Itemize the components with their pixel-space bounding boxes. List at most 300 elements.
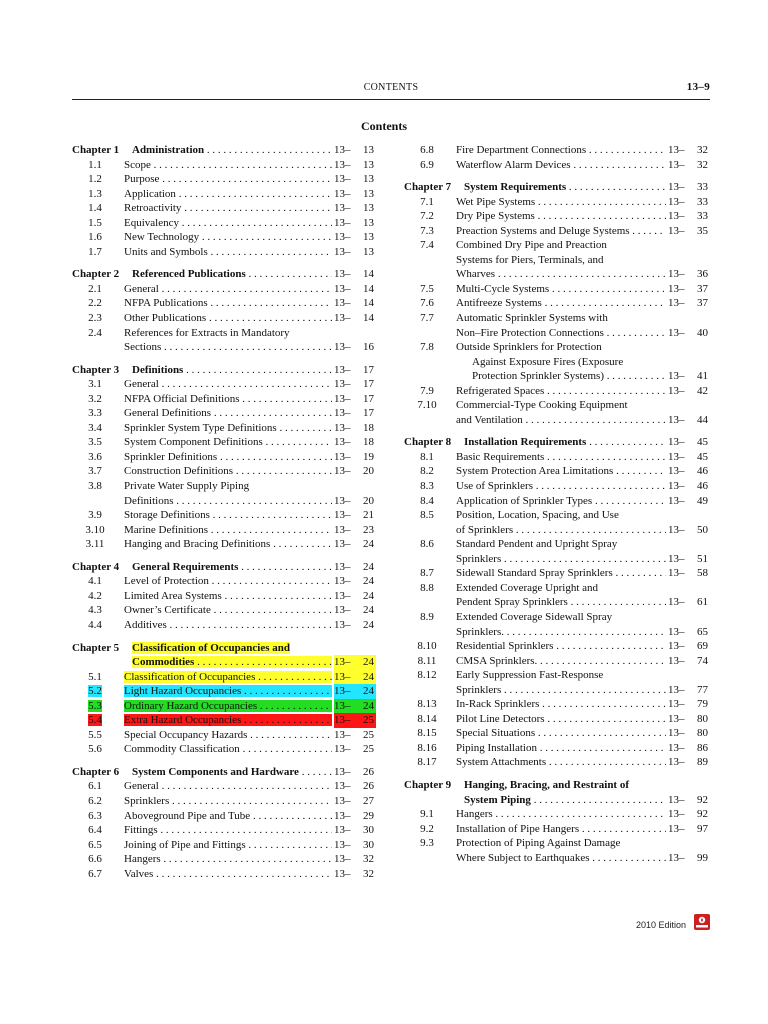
- toc-page-prefix: 13–: [334, 743, 351, 756]
- toc-title-wrap: [124, 421, 332, 436]
- toc-page-number: 24: [363, 699, 374, 712]
- toc-page-ref: [668, 654, 710, 669]
- toc-number: 7.1: [420, 195, 434, 208]
- toc-title-wrap: [124, 464, 332, 479]
- toc-entry[interactable]: [72, 377, 376, 392]
- toc-entry[interactable]: [72, 435, 376, 450]
- toc-title-wrap: [124, 618, 332, 633]
- toc-entry[interactable]: [404, 807, 710, 822]
- toc-page-number: 33: [697, 181, 708, 194]
- toc-entry[interactable]: [72, 363, 376, 378]
- toc-page-ref: [668, 209, 710, 224]
- toc-title-wrap: [124, 603, 332, 618]
- toc-title: Extended Coverage Sidewall Spray: [456, 610, 613, 623]
- leader-dots: [161, 341, 332, 353]
- toc-entry[interactable]: [404, 238, 710, 253]
- toc-number: 7.7: [420, 312, 434, 325]
- leader-dots: [238, 561, 332, 573]
- toc-entry[interactable]: [404, 668, 710, 683]
- toc-page-prefix: 13–: [334, 656, 351, 669]
- toc-number: 2.1: [88, 282, 102, 295]
- toc-title-wrap: [464, 435, 666, 450]
- toc-title-wrap: [124, 838, 332, 853]
- toc-page-prefix: 13–: [668, 741, 685, 754]
- toc-page-prefix: 13–: [334, 216, 351, 229]
- toc-page-ref: [334, 245, 376, 260]
- toc-title: System Component Definitions: [124, 436, 263, 449]
- toc-number: 3.3: [88, 407, 102, 420]
- toc-page-number: 13: [363, 231, 374, 244]
- toc-page-prefix: 13–: [668, 181, 685, 194]
- toc-page-prefix: 13–: [334, 436, 351, 449]
- toc-entry[interactable]: [404, 296, 710, 311]
- toc-entry[interactable]: [72, 742, 376, 757]
- toc-page-number: 89: [697, 756, 708, 769]
- toc-entry[interactable]: [404, 326, 710, 341]
- toc-title: Classification of Occupancies: [124, 670, 256, 683]
- toc-number: 9.1: [420, 808, 434, 821]
- toc-page-ref: [334, 296, 376, 311]
- toc-number: 3.2: [88, 392, 102, 405]
- toc-entry[interactable]: [72, 537, 376, 552]
- toc-entry[interactable]: [404, 755, 710, 770]
- toc-number: 8.14: [417, 712, 437, 725]
- toc-number: 6.7: [88, 867, 102, 880]
- toc-entry[interactable]: [72, 684, 376, 699]
- toc-entry[interactable]: [72, 699, 376, 714]
- toc-page-prefix: 13–: [668, 268, 685, 281]
- toc-page-number: 32: [363, 853, 374, 866]
- toc-entry[interactable]: [404, 195, 710, 210]
- toc-number: 2.3: [88, 312, 102, 325]
- leader-dots: [571, 159, 666, 171]
- toc-title: Special Situations: [456, 727, 536, 740]
- toc-page-number: 50: [697, 523, 708, 536]
- toc-title: System Attachments: [456, 756, 547, 769]
- toc-entry[interactable]: [72, 867, 376, 882]
- toc-entry[interactable]: [404, 369, 710, 384]
- toc-entry[interactable]: [72, 603, 376, 618]
- toc-title: Refrigerated Spaces: [456, 384, 545, 397]
- toc-title-wrap: [456, 340, 666, 355]
- toc-page-number: 13: [363, 202, 374, 215]
- toc-entry[interactable]: [72, 172, 376, 187]
- leader-dots: [211, 407, 332, 419]
- toc-page-number: 17: [363, 363, 374, 376]
- toc-entry[interactable]: [72, 641, 376, 656]
- toc-page-prefix: 13–: [334, 794, 351, 807]
- toc-entry[interactable]: [404, 384, 710, 399]
- toc-title-wrap: [124, 230, 332, 245]
- toc-number: Chapter 7: [404, 181, 452, 194]
- toc-entry[interactable]: [72, 779, 376, 794]
- toc-page-number: 25: [363, 743, 374, 756]
- toc-entry[interactable]: [404, 479, 710, 494]
- toc-page-number: 13: [363, 216, 374, 229]
- toc-entry[interactable]: [72, 794, 376, 809]
- toc-title: Definitions: [124, 494, 174, 507]
- toc-page-ref: [668, 296, 710, 311]
- toc-page-number: 24: [363, 560, 374, 573]
- toc-title-wrap: [456, 726, 666, 741]
- toc-page-ref: [334, 282, 376, 297]
- toc-page-ref: [334, 794, 376, 809]
- toc-entry[interactable]: [404, 413, 710, 428]
- toc-page-prefix: 13–: [334, 853, 351, 866]
- toc-gap: [72, 757, 376, 765]
- toc-page-prefix: 13–: [668, 370, 685, 383]
- toc-entry[interactable]: [72, 450, 376, 465]
- toc-entry[interactable]: [72, 392, 376, 407]
- toc-page-number: 69: [697, 640, 708, 653]
- toc-entry[interactable]: [404, 494, 710, 509]
- leader-dots: [586, 436, 666, 448]
- leader-dots: [531, 794, 666, 806]
- leader-dots: [270, 538, 332, 550]
- toc-entry[interactable]: [72, 618, 376, 633]
- leader-dots: [167, 619, 332, 631]
- toc-entry[interactable]: [404, 464, 710, 479]
- toc-page-ref: [334, 143, 376, 158]
- toc-title: Outside Sprinklers for Protection: [456, 341, 602, 354]
- toc-number: 5.1: [88, 670, 102, 683]
- leader-dots: [211, 604, 332, 616]
- leader-dots: [513, 524, 666, 536]
- toc-title-wrap: [456, 158, 666, 173]
- toc-entry[interactable]: [404, 253, 710, 268]
- toc-entry[interactable]: [72, 670, 376, 685]
- toc-number: Chapter 9: [404, 778, 452, 791]
- toc-entry[interactable]: [72, 216, 376, 231]
- toc-page-ref: [668, 552, 710, 567]
- toc-entry[interactable]: [72, 494, 376, 509]
- toc-title-wrap: [124, 794, 332, 809]
- toc-title: Systems for Piers, Terminals, and: [456, 253, 604, 266]
- toc-page-ref: [334, 574, 376, 589]
- toc-title-wrap: [132, 655, 332, 670]
- toc-title-wrap: [456, 253, 666, 268]
- toc-gap: [72, 259, 376, 267]
- leader-dots: [566, 181, 666, 193]
- toc-entry[interactable]: [404, 654, 710, 669]
- toc-page-prefix: 13–: [334, 509, 351, 522]
- toc-title-wrap: [472, 355, 666, 370]
- toc-entry[interactable]: [404, 282, 710, 297]
- toc-page-prefix: 13–: [334, 378, 351, 391]
- toc-number: 8.2: [420, 465, 434, 478]
- toc-title-wrap: [456, 238, 666, 253]
- toc-entry[interactable]: [72, 838, 376, 853]
- toc-entry[interactable]: [72, 311, 376, 326]
- toc-page-ref: [668, 384, 710, 399]
- toc-title: System Piping: [464, 793, 531, 806]
- toc-page-number: 37: [697, 297, 708, 310]
- toc-page-prefix: 13–: [334, 618, 351, 631]
- toc-page-prefix: 13–: [668, 654, 685, 667]
- toc-entry[interactable]: [404, 267, 710, 282]
- toc-entry[interactable]: [404, 508, 710, 523]
- leader-dots: [501, 684, 666, 696]
- toc-entry[interactable]: [72, 823, 376, 838]
- toc-title-wrap: [464, 778, 666, 793]
- toc-entry[interactable]: [72, 765, 376, 780]
- toc-number: 4.1: [88, 575, 102, 588]
- toc-page-number: 23: [363, 523, 374, 536]
- toc-page-number: 20: [363, 494, 374, 507]
- toc-title-wrap: [124, 479, 332, 494]
- toc-page-ref: [334, 852, 376, 867]
- toc-entry[interactable]: [404, 726, 710, 741]
- toc-page-number: 35: [697, 224, 708, 237]
- leader-dots: [604, 327, 666, 339]
- toc-entry[interactable]: [72, 852, 376, 867]
- toc-column-left: [72, 143, 376, 881]
- leader-dots: [546, 756, 666, 768]
- toc-page-ref: [668, 523, 710, 538]
- toc-page-number: 17: [363, 378, 374, 391]
- toc-page-prefix: 13–: [334, 824, 351, 837]
- toc-title-wrap: [124, 779, 332, 794]
- toc-entry[interactable]: [404, 398, 710, 413]
- toc-page-ref: [334, 838, 376, 853]
- toc-entry[interactable]: [72, 655, 376, 670]
- toc-entry[interactable]: [404, 625, 710, 640]
- toc-title-wrap: [124, 406, 332, 421]
- toc-title: Sidewall Standard Spray Sprinklers: [456, 567, 613, 580]
- toc-page-prefix: 13–: [334, 202, 351, 215]
- toc-entry[interactable]: [72, 267, 376, 282]
- toc-title-wrap: [456, 836, 666, 851]
- toc-entry[interactable]: [404, 450, 710, 465]
- toc-page-number: 24: [363, 575, 374, 588]
- toc-entry[interactable]: [404, 851, 710, 866]
- toc-entry[interactable]: [72, 296, 376, 311]
- toc-number: 8.6: [420, 538, 434, 551]
- toc-entry[interactable]: [72, 809, 376, 824]
- toc-entry[interactable]: [404, 683, 710, 698]
- toc-title-wrap: [124, 158, 332, 173]
- toc-entry[interactable]: [404, 552, 710, 567]
- toc-page-prefix: 13–: [334, 231, 351, 244]
- toc-number: 8.3: [420, 480, 434, 493]
- toc-entry[interactable]: [404, 340, 710, 355]
- toc-page-ref: [668, 793, 710, 808]
- toc-entry[interactable]: [72, 479, 376, 494]
- toc-page-number: 45: [697, 436, 708, 449]
- toc-page-number: 46: [697, 465, 708, 478]
- leader-dots: [161, 853, 332, 865]
- toc-page-number: 24: [363, 604, 374, 617]
- toc-number: 1.7: [88, 245, 102, 258]
- toc-entry[interactable]: [404, 566, 710, 581]
- toc-page-prefix: 13–: [668, 494, 685, 507]
- leader-dots: [208, 297, 332, 309]
- toc-title: Joining of Pipe and Fittings: [124, 838, 246, 851]
- toc-entry[interactable]: [404, 180, 710, 195]
- toc-number: 5.5: [88, 728, 102, 741]
- toc-number: 8.11: [417, 654, 437, 667]
- toc-entry[interactable]: [72, 326, 376, 341]
- toc-page-prefix: 13–: [334, 589, 351, 602]
- toc-entry[interactable]: [404, 836, 710, 851]
- toc-title-wrap: [456, 494, 666, 509]
- toc-page-ref: [334, 311, 376, 326]
- toc-number: 3.6: [88, 450, 102, 463]
- toc-number: 9.2: [420, 822, 434, 835]
- toc-entry[interactable]: [72, 340, 376, 355]
- toc-page-prefix: 13–: [668, 683, 685, 696]
- toc-entry[interactable]: [72, 201, 376, 216]
- toc-page-ref: [334, 867, 376, 882]
- toc-page-ref: [668, 755, 710, 770]
- toc-title: Units and Symbols: [124, 245, 208, 258]
- toc-entry[interactable]: [404, 712, 710, 727]
- toc-entry[interactable]: [404, 224, 710, 239]
- toc-page-prefix: 13–: [334, 728, 351, 741]
- toc-entry[interactable]: [404, 537, 710, 552]
- toc-title-wrap: [124, 537, 332, 552]
- toc-number: 6.1: [88, 780, 102, 793]
- toc-title: Application of Sprinkler Types: [456, 494, 593, 507]
- toc-entry[interactable]: [404, 697, 710, 712]
- toc-number: 3.11: [85, 538, 105, 551]
- toc-entry[interactable]: [72, 713, 376, 728]
- toc-page-number: 24: [363, 670, 374, 683]
- toc-gap: [404, 172, 710, 180]
- toc-page-number: 24: [363, 538, 374, 551]
- toc-number: 8.15: [417, 727, 437, 740]
- leader-dots: [545, 713, 666, 725]
- toc-entry[interactable]: [404, 355, 710, 370]
- toc-title-wrap: [472, 369, 666, 384]
- toc-page-prefix: 13–: [668, 158, 685, 171]
- toc-entry[interactable]: [404, 639, 710, 654]
- toc-number: 3.9: [88, 509, 102, 522]
- toc-page-ref: [334, 216, 376, 231]
- toc-title: Sprinklers: [456, 683, 502, 696]
- toc-entry[interactable]: [404, 523, 710, 538]
- toc-title-wrap: [456, 413, 666, 428]
- toc-title-wrap: [456, 296, 666, 311]
- toc-page-ref: [334, 589, 376, 604]
- toc-entry[interactable]: [404, 311, 710, 326]
- leader-dots: [542, 297, 666, 309]
- toc-title-wrap: [132, 143, 332, 158]
- toc-number: [72, 699, 118, 714]
- toc-entry[interactable]: [72, 589, 376, 604]
- toc-number: 8.12: [417, 669, 437, 682]
- toc-page-prefix: 13–: [668, 698, 685, 711]
- toc-page-prefix: 13–: [334, 494, 351, 507]
- toc-entry[interactable]: [72, 523, 376, 538]
- toc-title-wrap: [132, 267, 332, 282]
- toc-title: System Requirements: [464, 181, 567, 194]
- toc-page-number: 32: [363, 867, 374, 880]
- toc-entry[interactable]: [404, 581, 710, 596]
- toc-entry[interactable]: [72, 574, 376, 589]
- toc-page-prefix: 13–: [668, 712, 685, 725]
- toc-entry[interactable]: [404, 778, 710, 793]
- toc-entry[interactable]: [404, 158, 710, 173]
- toc-entry[interactable]: [404, 209, 710, 224]
- toc-entry[interactable]: [72, 245, 376, 260]
- toc-title: Standard Pendent and Upright Spray: [456, 538, 618, 551]
- toc-entry[interactable]: [72, 282, 376, 297]
- toc-title: Pendent Spray Sprinklers: [456, 596, 568, 609]
- toc-entry[interactable]: [404, 143, 710, 158]
- toc-page-number: 14: [363, 297, 374, 310]
- toc-title-wrap: [456, 143, 666, 158]
- toc-title-wrap: [456, 697, 666, 712]
- toc-title: Preaction Systems and Deluge Systems: [456, 224, 630, 237]
- toc-entry[interactable]: [404, 741, 710, 756]
- toc-page-ref: [334, 728, 376, 743]
- toc-title: References for Extracts in Mandatory: [124, 326, 290, 339]
- leader-dots: [535, 210, 666, 222]
- toc-entry[interactable]: [404, 435, 710, 450]
- toc-entry[interactable]: [404, 793, 710, 808]
- toc-entry[interactable]: [404, 610, 710, 625]
- toc-entry[interactable]: [72, 464, 376, 479]
- toc-entry[interactable]: [404, 595, 710, 610]
- leader-dots: [504, 626, 666, 638]
- toc-entry[interactable]: [72, 158, 376, 173]
- leader-dots: [630, 225, 666, 237]
- toc-page-prefix: 13–: [334, 450, 351, 463]
- toc-title: Limited Area Systems: [124, 589, 222, 602]
- toc-entry[interactable]: [72, 230, 376, 245]
- toc-title: Dry Pipe Systems: [456, 210, 535, 223]
- toc-entry[interactable]: [72, 728, 376, 743]
- toc-page-number: 14: [363, 282, 374, 295]
- toc-title-wrap: [124, 392, 332, 407]
- toc-title-wrap: [124, 311, 332, 326]
- toc-entry[interactable]: [72, 421, 376, 436]
- toc-title-wrap: [456, 595, 666, 610]
- toc-number: 5.6: [88, 743, 102, 756]
- leader-dots: [206, 312, 332, 324]
- toc-title: Automatic Sprinkler Systems with: [456, 312, 608, 325]
- toc-page-prefix: 13–: [334, 187, 351, 200]
- toc-number: 8.4: [420, 494, 434, 507]
- toc-title-wrap: [124, 340, 332, 355]
- toc-title-wrap: [132, 363, 332, 378]
- toc-title-wrap: [124, 326, 332, 341]
- toc-entry[interactable]: [72, 406, 376, 421]
- toc-title-wrap: [456, 508, 666, 523]
- toc-entry[interactable]: [404, 822, 710, 837]
- toc-title: Aboveground Pipe and Tube: [124, 809, 251, 822]
- toc-page-prefix: 13–: [668, 413, 685, 426]
- toc-page-ref: [668, 566, 710, 581]
- toc-number: Chapter 5: [72, 641, 120, 654]
- toc-title: Private Water Supply Piping: [124, 480, 250, 493]
- toc-page-prefix: 13–: [334, 714, 351, 727]
- toc-title: Commercial-Type Cooking Equipment: [456, 399, 628, 412]
- toc-gap: [404, 770, 710, 778]
- toc-page-number: 13: [363, 173, 374, 186]
- toc-title: Extra Hazard Occupancies: [124, 714, 242, 727]
- toc-entry[interactable]: [72, 143, 376, 158]
- toc-entry[interactable]: [72, 508, 376, 523]
- toc-page-ref: [334, 779, 376, 794]
- toc-entry[interactable]: [72, 560, 376, 575]
- leader-dots: [537, 742, 666, 754]
- toc-page-prefix: 13–: [668, 465, 685, 478]
- toc-entry[interactable]: [72, 187, 376, 202]
- toc-title-wrap: [456, 311, 666, 326]
- leader-dots: [613, 465, 666, 477]
